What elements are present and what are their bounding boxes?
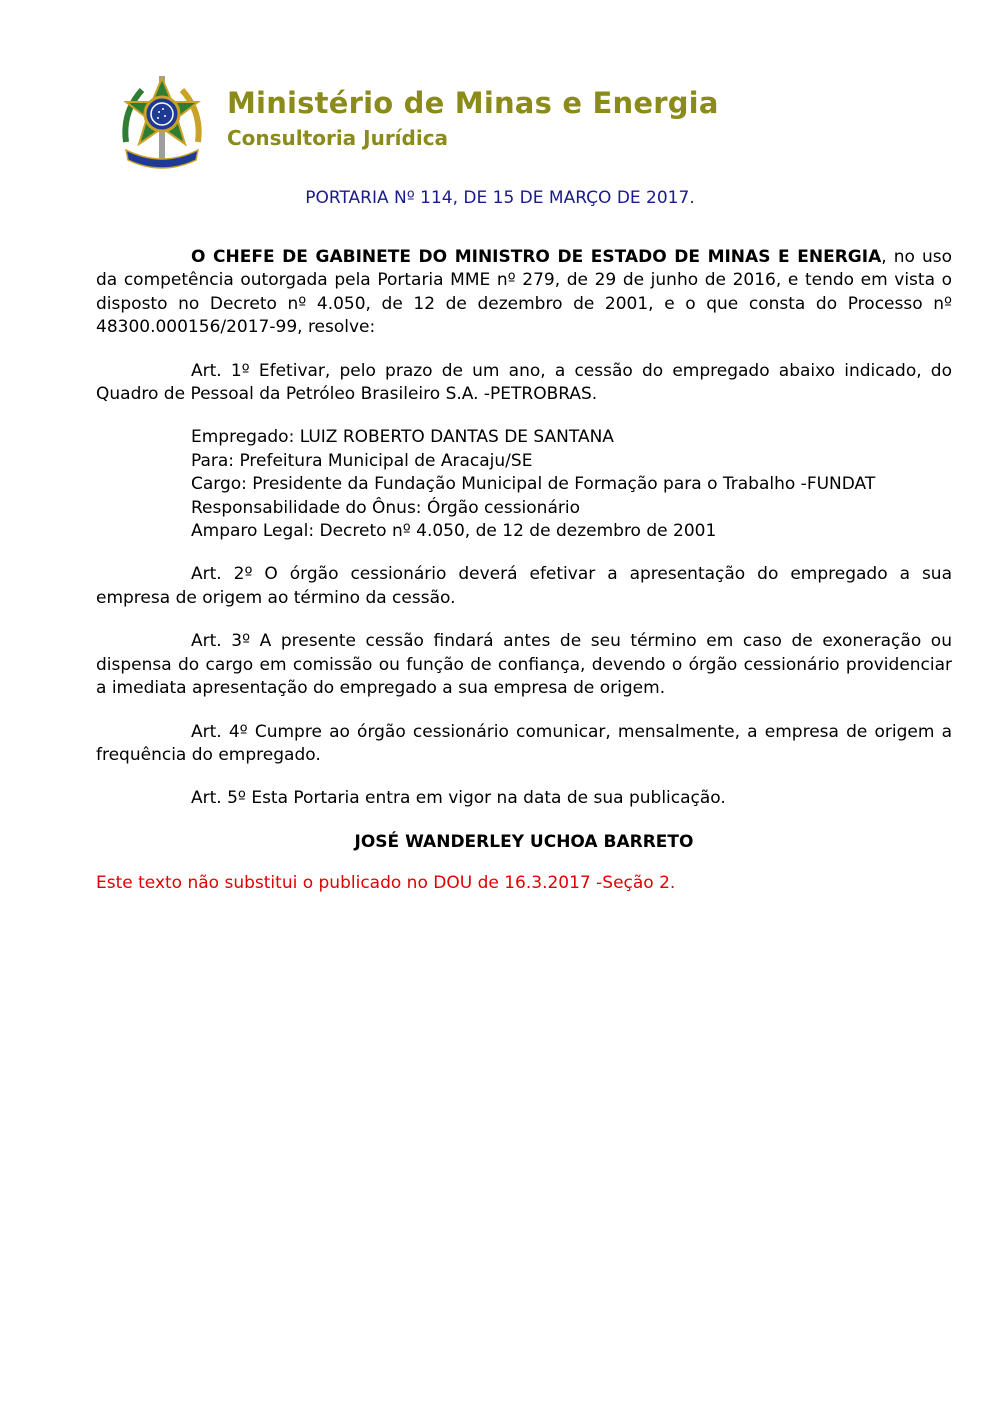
detail-legal-basis: Amparo Legal: Decreto nº 4.050, de 12 de dezembro de 2001 <box>191 521 717 542</box>
article-5: Art. 5º Esta Portaria entra em vigor na data de sua publicação. <box>191 788 726 809</box>
employee-details <box>191 426 952 543</box>
article-3: Art. 3º A presente cessão findará antes de seu término em caso de exoneração ou dispensa do cargo em comissão ou função de confiança, devendo o órgão cessionário providenciar a imediata apresentação do empregado a sua empresa de origem. <box>96 631 952 699</box>
document-header <box>112 72 912 172</box>
intro-paragraph <box>96 246 952 340</box>
document-body <box>96 246 952 896</box>
signatory-name: JOSÉ WANDERLEY UCHOA BARRETO <box>354 831 694 852</box>
document-title: PORTARIA Nº 114, DE 15 DE MARÇO DE 2017. <box>305 188 695 208</box>
detail-employee: Empregado: LUIZ ROBERTO DANTAS DE SANTANA <box>191 427 614 448</box>
detail-position: Cargo: Presidente da Fundação Municipal de Formação para o Trabalho -FUNDAT <box>191 474 876 495</box>
detail-responsibility: Responsabilidade do Ônus: Órgão cessionário <box>191 497 580 518</box>
article-1: Art. 1º Efetivar, pelo prazo de um ano, a cessão do empregado abaixo indicado, do Quadro de Pessoal da Petróleo Brasileiro S.A. -PETROBRAS. <box>96 360 952 405</box>
brazil-coat-of-arms-icon <box>112 72 212 172</box>
ministry-subtitle: Consultoria Jurídica <box>227 126 449 150</box>
ministry-name: Ministério de Minas e Energia <box>227 86 719 120</box>
detail-destination: Para: Prefeitura Municipal de Aracaju/SE <box>191 450 533 471</box>
intro-text: , no uso da competência outorgada pela Portaria MME nº 279, de 29 de junho de 2016, e tendo em vista o disposto no Decreto nº 4.050, de 12 de dezembro de 2001, e o que consta do Processo nº 48300.000156/2017-99, resolve: <box>96 247 953 338</box>
publication-notice: Este texto não substitui o publicado no DOU de 16.3.2017 -Seção 2. <box>96 873 676 894</box>
article-4: Art. 4º Cumpre ao órgão cessionário comunicar, mensalmente, a empresa de origem a frequência do empregado. <box>96 721 952 765</box>
issuing-authority: O CHEFE DE GABINETE DO MINISTRO DE ESTADO DE MINAS E ENERGIA <box>191 247 882 267</box>
article-2: Art. 2º O órgão cessionário deverá efetivar a apresentação do empregado a sua empresa de origem ao término da cessão. <box>96 564 952 608</box>
